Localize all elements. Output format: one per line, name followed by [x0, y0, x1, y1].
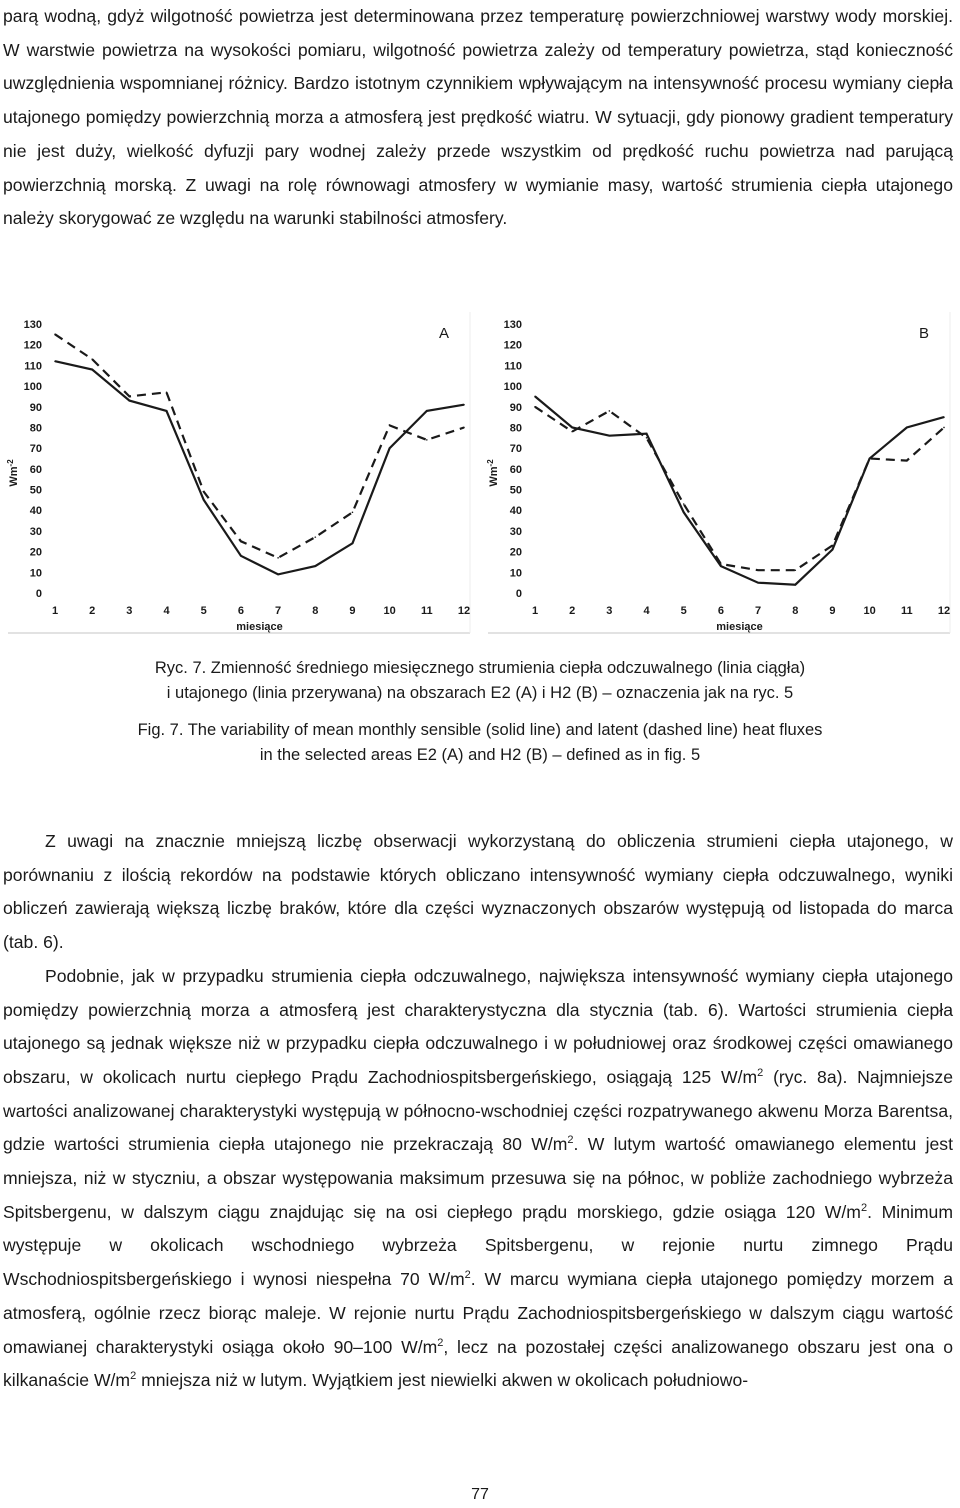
x-tick-label: 9	[829, 605, 836, 617]
data-point-sensible	[794, 584, 796, 586]
y-tick-label: 100	[23, 381, 42, 394]
paragraph-bottom-2: Podobnie, jak w przypadku strumienia ciepła odczuwalnego, największa intensywność wymiany ciepła utajonego pomiędzy powierzchnią morza a atmosferą jest charakterystyczna dla stycznia (tab. 6). Wartości strumienia ciepła utajonego są jednak większe niż w przypadku ciepła odczuwalnego i w południowej oraz środkowej części omawianego obszaru, w okolicach nurtu ciepłego Prądu Zachodniospitsbergeńskiego, osiągają 125 $W/m^2$ (ryc. 8a). Najmniejsze wartości analizowanej charakterystyki występują w północno-wschodniej części rozpatrywanego akwenu Morza Barentsa, gdzie wartości strumienia ciepła utajonego nie przekraczają 80 $W/m^2$. W lutym wartość omawianego elementu jest mniejsza, niż w styczniu, a obszar występowania maksimum przesuwa się na północ, w pobliże zachodniego wybrzeża Spitsbergenu, w dalszym ciągu znajdując się na osi ciepłego prądu morskiego, gdzie osiąga 120 $W/m^2$. Minimum występuje w okolicach wschodniego wybrzeża Spitsbergenu, w rejonie nurtu zimnego Prądu Wschodniospitsbergeńskiego i wynosi niespełna 70 $W/m^2$. W marcu wymiana ciepła utajonego pomiędzy morzem a atmosferą, ogólnie rzecz biorąc maleje. W rejonie nurtu Prądu Zachodniospitsbergeńskiego w dalszym ciągu wartość omawianej charakterystyki osiąga około 90–100 $W/m^2$, lecz na pozostałej części analizowanego obszaru jest ona o kilkanaście $W/m^2$ mniejsza niż w lutym. Wyjątkiem jest niewielki akwen w okolicach południowo-	[3, 965, 953, 1391]
y-tick-label: 50	[29, 484, 42, 497]
x-tick-label: 11	[420, 605, 433, 617]
data-point-sensible	[609, 435, 611, 437]
data-point-latent	[166, 391, 168, 393]
data-point-sensible	[832, 549, 834, 551]
panel-label: B	[918, 325, 930, 342]
x-tick-label: 6	[237, 605, 244, 617]
y-axis-label: $Wm^{-2}$	[6, 459, 20, 487]
x-tick-label: 8	[312, 605, 319, 617]
y-tick-label: 90	[29, 401, 42, 414]
data-point-sensible	[646, 433, 648, 435]
series-line-sensible	[535, 396, 944, 584]
y-tick-label: 120	[503, 339, 522, 352]
data-point-latent	[794, 569, 796, 571]
data-point-latent	[91, 358, 93, 360]
data-point-latent	[463, 427, 465, 429]
x-tick-label: 4	[643, 605, 650, 617]
series-line-latent	[55, 334, 464, 558]
data-point-sensible	[683, 512, 685, 514]
data-point-latent	[943, 427, 945, 429]
data-point-latent	[314, 536, 316, 538]
data-point-sensible	[571, 427, 573, 429]
y-tick-label: 20	[509, 546, 522, 559]
y-tick-label: 110	[24, 360, 42, 373]
y-tick-label: 80	[509, 422, 522, 435]
data-point-latent	[609, 410, 611, 412]
x-tick-label: 5	[200, 605, 207, 617]
x-tick-label: 8	[792, 605, 799, 617]
y-tick-label: 10	[509, 567, 522, 580]
data-point-latent	[352, 512, 354, 514]
figure-caption-en	[80, 718, 880, 768]
y-tick-label: 70	[29, 443, 42, 456]
y-tick-label: 100	[503, 381, 522, 394]
x-tick-label: 6	[717, 605, 724, 617]
data-point-sensible	[906, 427, 908, 429]
y-tick-label: 0	[35, 588, 42, 600]
y-tick-label: 50	[509, 484, 522, 497]
y-tick-label: 60	[29, 463, 42, 476]
x-tick-label: 3	[126, 605, 133, 617]
data-point-sensible	[757, 582, 759, 584]
caption-en-line2: in the selected areas E2 (A) and H2 (B) – defined as in fig. 5	[259, 746, 701, 764]
y-tick-label: 0	[515, 588, 522, 600]
chart-a	[0, 310, 478, 640]
y-tick-label: 20	[29, 546, 42, 559]
data-point-latent	[720, 563, 722, 565]
y-tick-label: 130	[23, 319, 42, 331]
series-line-latent	[535, 407, 944, 570]
data-point-latent	[906, 460, 908, 462]
x-tick-label: 7	[275, 605, 282, 617]
data-point-sensible	[166, 410, 168, 412]
y-axis-label: $Wm^{-2}$	[486, 459, 500, 487]
x-tick-label: 12	[457, 605, 471, 617]
paragraph-bottom	[3, 825, 953, 1398]
y-tick-label: 30	[29, 525, 42, 538]
data-point-latent	[203, 491, 205, 493]
caption-pl-line2: i utajonego (linia przerywana) na obszarach E2 (A) i H2 (B) – oznaczenia jak na ryc. 5	[166, 684, 794, 702]
x-tick-label: 10	[383, 605, 396, 617]
caption-pl-line1: Ryc. 7. Zmienność średniego miesięcznego strumienia ciepła odczuwalnego (linia ciągła)	[154, 659, 806, 677]
data-point-sensible	[129, 400, 131, 402]
panel-label: A	[438, 325, 450, 342]
x-tick-label: 2	[89, 605, 96, 617]
data-point-latent	[240, 540, 242, 542]
x-tick-label: 4	[163, 605, 170, 617]
data-point-latent	[534, 406, 536, 408]
data-point-latent	[426, 439, 428, 441]
data-point-sensible	[720, 565, 722, 567]
y-tick-label: 60	[509, 463, 522, 476]
y-tick-label: 30	[509, 525, 522, 538]
series-line-sensible	[55, 361, 464, 574]
data-point-latent	[54, 334, 56, 336]
data-point-latent	[389, 425, 391, 427]
data-point-sensible	[534, 396, 536, 398]
data-point-latent	[832, 545, 834, 547]
y-tick-label: 10	[29, 567, 42, 580]
data-point-sensible	[426, 410, 428, 412]
x-tick-label: 9	[349, 605, 356, 617]
x-tick-label: 7	[755, 605, 762, 617]
data-point-sensible	[203, 499, 205, 501]
figure-7	[0, 310, 960, 640]
paragraph-top: parą wodną, gdyż wilgotność powietrza jest determinowana przez temperaturę powierzchniowej warstwy wody morskiej. W warstwie powietrza na wysokości pomiaru, wilgotność powietrza zależy od temperatury powietrza, stąd konieczność uwzględnienia wspomnianej różnicy. Bardzo istotnym czynnikiem wpływającym na intensywność procesu wymiany ciepła utajonego pomiędzy powierzchnią morza a atmosferą jest prędkość wiatru. W sytuacji, gdy pionowy gradient temperatury nie jest duży, wielkość dyfuzji pary wodnej zależy przede wszystkim od prędkość ruchu powietrza nad parującą powierzchnią morską. Z uwagi na rolę równowagi atmosfery w wymianie masy, wartość strumienia ciepła utajonego należy skorygować ze względu na warunki stabilności atmosfery.	[3, 6, 953, 229]
data-point-sensible	[463, 404, 465, 406]
y-tick-label: 130	[503, 319, 522, 331]
data-point-sensible	[240, 555, 242, 557]
data-point-sensible	[389, 447, 391, 449]
y-tick-label: 40	[509, 505, 522, 518]
x-tick-label: 1	[531, 605, 539, 617]
data-point-latent	[869, 458, 871, 460]
x-tick-label: 2	[569, 605, 576, 617]
y-tick-label: 110	[504, 360, 522, 373]
caption-en-line1: Fig. 7. The variability of mean monthly sensible (solid line) and latent (dashed line) heat fluxes	[137, 721, 823, 739]
data-point-sensible	[943, 416, 945, 418]
data-point-sensible	[277, 574, 279, 576]
y-tick-label: 40	[29, 505, 42, 518]
x-tick-label: 3	[606, 605, 613, 617]
y-tick-label: 90	[509, 401, 522, 414]
y-tick-label: 80	[29, 422, 42, 435]
x-tick-label: 12	[937, 605, 951, 617]
data-point-sensible	[91, 369, 93, 371]
data-point-sensible	[314, 565, 316, 567]
page-number: 77	[471, 1486, 489, 1503]
y-tick-label: 70	[509, 443, 522, 456]
figure-caption-pl	[80, 656, 880, 706]
x-tick-label: 11	[900, 605, 913, 617]
x-tick-label: 5	[680, 605, 687, 617]
x-tick-label: 10	[863, 605, 876, 617]
data-point-latent	[129, 396, 131, 398]
chart-b	[480, 310, 958, 640]
data-point-latent	[646, 437, 648, 439]
x-axis-label: miesiące	[236, 621, 283, 633]
x-tick-label: 1	[51, 605, 59, 617]
data-point-sensible	[54, 360, 56, 362]
data-point-latent	[571, 431, 573, 433]
paragraph-bottom-1: Z uwagi na znacznie mniejszą liczbę obserwacji wykorzystaną do obliczenia strumieni ciepła utajonego, w porównaniu z ilością rekordów na podstawie których obliczano intensywność wymiany ciepła odczuwalnego, wyniki obliczeń zawierają większą liczbę braków, które dla części wyznaczonych obszarów występują od listopada do marca (tab. 6).	[3, 831, 953, 953]
x-axis-label: miesiące	[716, 621, 763, 633]
data-point-sensible	[352, 543, 354, 545]
data-point-latent	[683, 503, 685, 505]
data-point-latent	[277, 557, 279, 559]
y-tick-label: 120	[23, 339, 42, 352]
data-point-latent	[757, 569, 759, 571]
